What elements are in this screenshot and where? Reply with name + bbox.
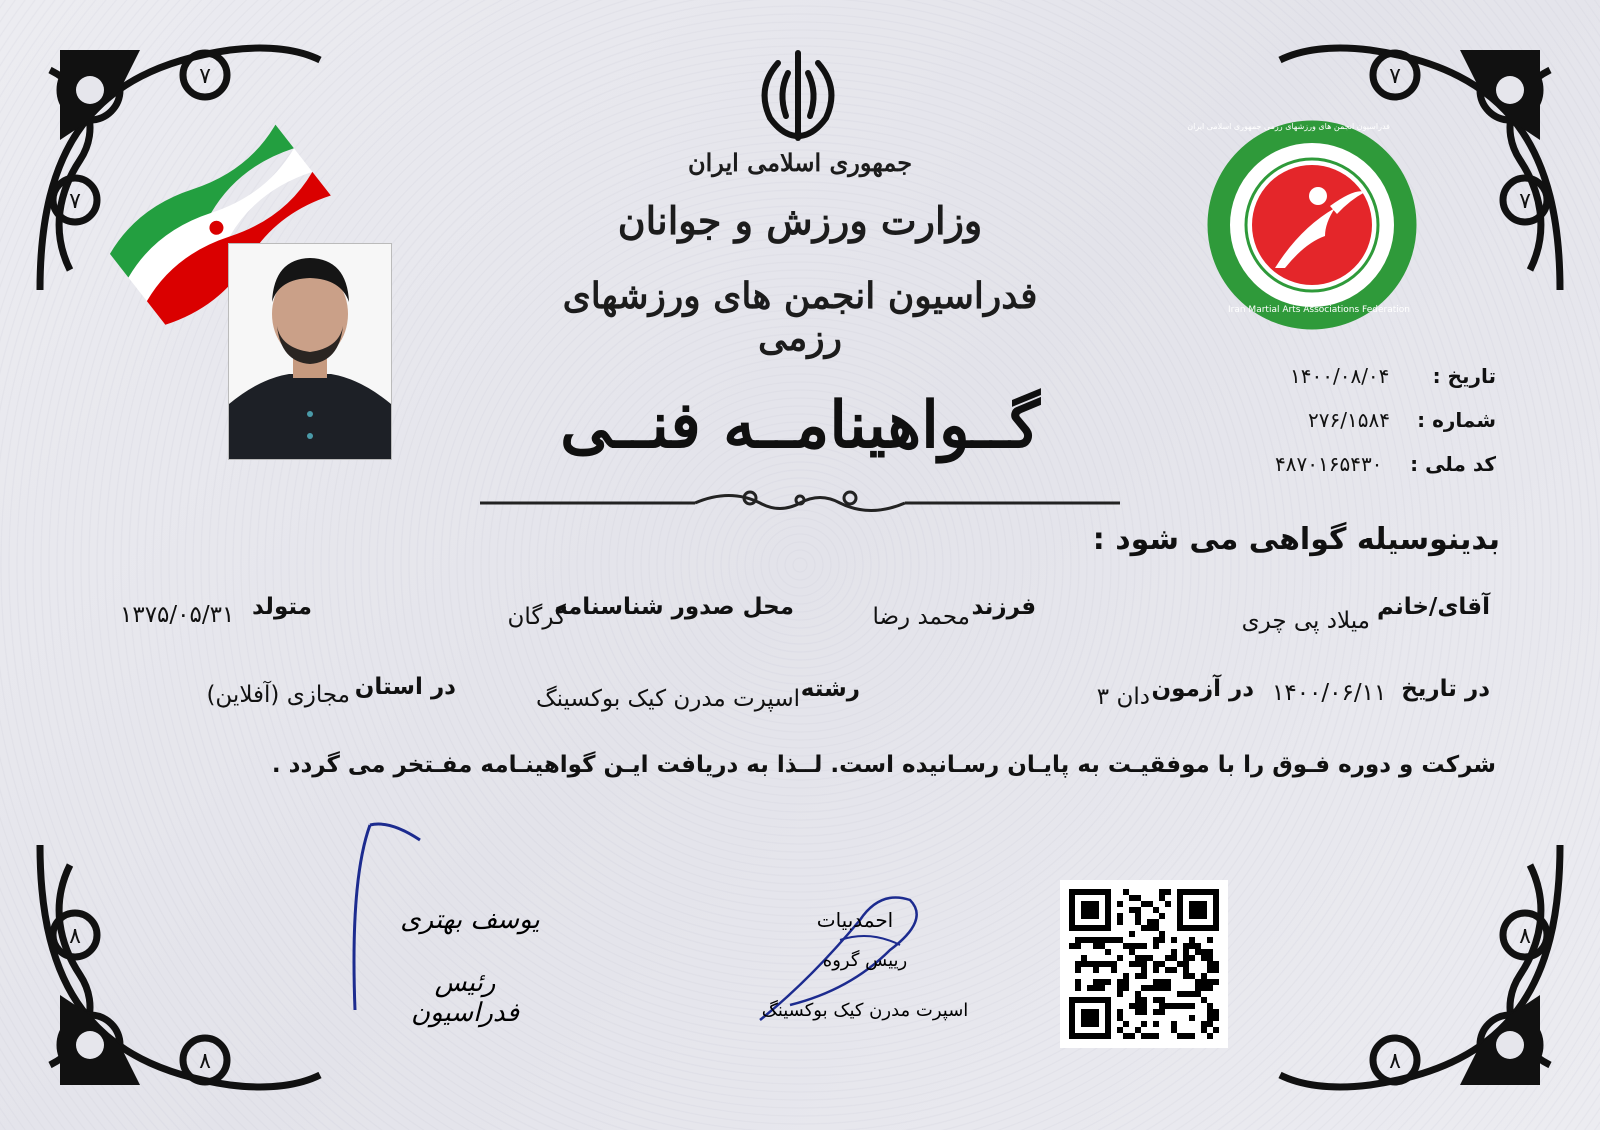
republic-title: جمهوری اسلامی ایران (687, 148, 913, 177)
field-label: رشته (800, 676, 860, 702)
president-name: یوسف بهتری (400, 905, 540, 935)
federation-title: فدراسیون انجمن های ورزشهای رزمی (562, 275, 1038, 359)
mr-label: آقای/خانم (1377, 594, 1490, 620)
president-title: رئیس فدراسیون (410, 968, 519, 1028)
svg-text:٨: ٨ (1519, 924, 1531, 949)
profile-photo (228, 243, 392, 460)
group-field: اسپرت مدرن کیک بوکسینگ (761, 1000, 969, 1021)
seal-text-en: Iran Martial Arts Associations Federation (1228, 305, 1410, 315)
title-divider (480, 488, 1120, 518)
completion-text: شرکت و دوره فـوق را با موفقیـت به پایـان رسـانیده است. لــذا به دریافت ایـن گواهینـامه مفـتخر می گردد . (271, 752, 1496, 778)
person-name: میلاد پی چری (1241, 608, 1370, 634)
father-name: محمد رضا (872, 604, 970, 630)
date-label: تاریخ : (1432, 364, 1496, 388)
date-value: ۱۴۰۰/۰۸/۰۴ (1290, 364, 1390, 388)
svg-text:٧: ٧ (199, 64, 211, 89)
province-label: در استان (354, 674, 456, 700)
svg-text:٨: ٨ (69, 924, 81, 949)
seal-text-fa: فدراسیون انجمن های ورزشهای رزمی جمهوری اسلامی ایران (1187, 122, 1390, 131)
ministry-title: وزارت ورزش و جوانان (617, 198, 983, 243)
group-head-name: احمدبیات (816, 908, 894, 932)
ornament-bottom-right (1270, 805, 1570, 1105)
exam-label: در آزمون (1151, 676, 1254, 702)
number-value: ۲۷۶/۱۵۸۴ (1308, 408, 1390, 432)
province-value: مجازی (آفلاین) (206, 682, 350, 708)
qr-code (1060, 880, 1228, 1048)
child-label: فرزند (971, 594, 1036, 620)
field-value: اسپرت مدرن کیک بوکسینگ (536, 686, 800, 712)
national-id-value: ۴۸۷۰۱۶۵۴۳۰ (1275, 452, 1383, 476)
group-head-title: رییس گروه (822, 950, 908, 971)
federation-seal-icon (1187, 118, 1420, 333)
number-label: شماره : (1417, 408, 1496, 432)
svg-text:٨: ٨ (1389, 1049, 1401, 1074)
svg-text:٧: ٧ (1519, 189, 1531, 214)
certificate-title: گــواهینامــه فنــی (560, 388, 1040, 463)
svg-text:٧: ٧ (69, 189, 81, 214)
issue-place: گرگان (507, 604, 566, 630)
svg-text:٨: ٨ (199, 1049, 211, 1074)
born-date: ۱۳۷۵/۰۵/۳۱ (120, 602, 235, 628)
issue-place-label: محل صدور شناسنامه (554, 594, 794, 620)
iran-emblem-icon (748, 48, 848, 143)
exam-level: دان ۳ (1096, 684, 1150, 710)
exam-date: ۱۴۰۰/۰۶/۱۱ (1272, 680, 1387, 706)
ornament-bottom-left (30, 805, 330, 1105)
svg-text:٧: ٧ (1389, 64, 1401, 89)
born-label: متولد (252, 594, 312, 620)
intro-text: بدینوسیله گواهی می شود : (1092, 522, 1500, 557)
national-id-label: کد ملی : (1410, 452, 1496, 476)
exam-date-label: در تاریخ (1401, 676, 1490, 702)
